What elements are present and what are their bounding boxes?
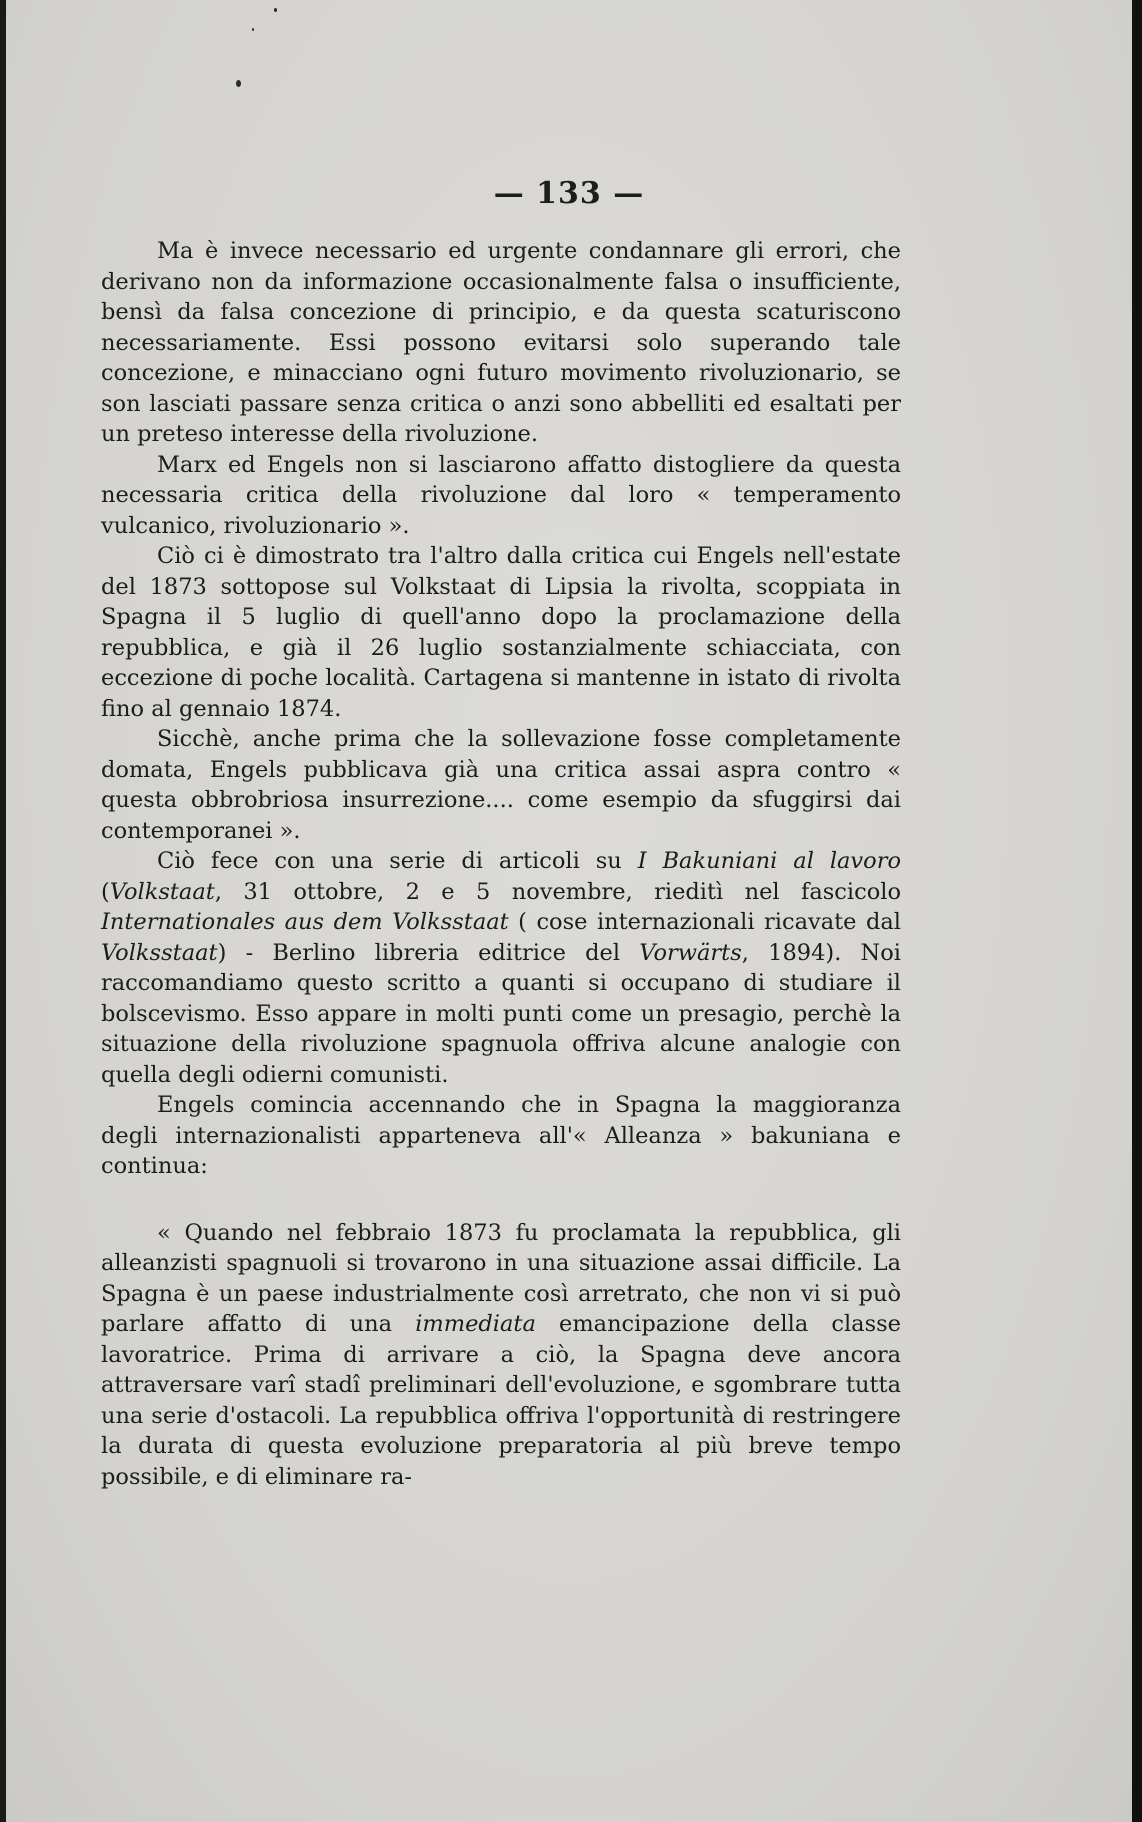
page-number: — 133 —	[493, 176, 645, 211]
text-run: ( cose internazionali ricavate dal	[508, 909, 901, 935]
page-edge-shadow	[1132, 0, 1142, 1822]
text-run: (	[101, 878, 110, 905]
newspaper-title: Volksstaat	[101, 939, 218, 966]
ink-spot	[236, 80, 241, 87]
body-text	[101, 236, 901, 1492]
text-run: , 31 ottobre, 2 e 5 novembre, rieditì nel fascicolo	[214, 878, 901, 905]
emphasis: immediata	[415, 1311, 536, 1337]
text-run: , 1894). Noi raccomandiamo questo scritto a quanti si occupano di studiare il bolscevismo. Esso appare in molti punti come un presagio, perchè la situazione della rivoluzione spagnuola offriva alcune analogie con quella degli odierni comunisti.	[101, 939, 901, 1088]
paragraph	[101, 846, 901, 1090]
newspaper-title: Volkstaat	[109, 878, 215, 905]
paragraph: Ma è invece necessario ed urgente condannare gli errori, che derivano non da informazione occasionalmente falsa o insufficiente, bensì da falsa concezione di principio, e da questa scaturiscono necessariamente. Essi possono evitarsi solo superando tale concezione, e minacciano ogni futuro movimento rivoluzionario, se son lasciati passare senza critica o anzi sono abbelliti ed esaltati per un preteso interesse della rivoluzione.	[101, 238, 901, 447]
paragraph: Sicchè, anche prima che la sollevazione fosse completamente domata, Engels pubblicava già una critica assai aspra contro « questa obbrobriosa insurrezione.... come esempio da sfuggirsi dai contemporanei ».	[101, 726, 901, 844]
paragraph: Engels comincia accennando che in Spagna la maggioranza degli internazionalisti apparteneva all'« Alleanza » bakuniana e continua:	[101, 1092, 901, 1179]
paragraph: Marx ed Engels non si lasciarono affatto distogliere da questa necessaria critica della rivoluzione dal loro « temperamento vulcanico, rivoluzionario ».	[101, 451, 901, 539]
text-run: « Quando nel febbraio 1873 fu proclamata la repubblica, gli alleanzisti spagnuoli si trovarono in una situazione assai difficile. La Spagna è un paese industrialmente così arretrato, che non vi si può parlare affatto di una	[101, 1219, 901, 1337]
ink-spot	[252, 28, 254, 31]
book-page	[6, 0, 1132, 1822]
quoted-paragraph	[101, 1218, 901, 1493]
text-run: emancipazione della classe lavoratrice. Prima di arrivare a ciò, la Spagna deve ancora attraversare varî stadî preliminari dell'evoluzione, e sgombrare tutta una serie d'ostacoli. La repubblica offriva l'opportunità di restringere la durata di questa evoluzione preparatoria al più breve tempo possibile, e di eliminare ra-	[101, 1311, 901, 1490]
ink-spot	[274, 8, 277, 12]
booklet-title: Internationales aus dem Volksstaat	[101, 909, 509, 935]
text-run: ) - Berlino libreria editrice del	[217, 939, 640, 966]
paragraph: Ciò ci è dimostrato tra l'altro dalla critica cui Engels nell'estate del 1873 sottopose sul Volkstaat di Lipsia la rivolta, scoppiata in Spagna il 5 luglio di quell'anno dopo la proclamazione della repubblica, e già il 26 luglio sostanzialmente schiacciata, con eccezione di poche località. Cartagena si mantenne in istato di rivolta fino al gennaio 1874.	[101, 543, 901, 722]
text-run: Ciò fece con una serie di articoli su	[157, 848, 638, 874]
publisher-name: Vorwärts	[639, 939, 742, 966]
article-title: I Bakuniani al lavoro	[637, 848, 901, 874]
